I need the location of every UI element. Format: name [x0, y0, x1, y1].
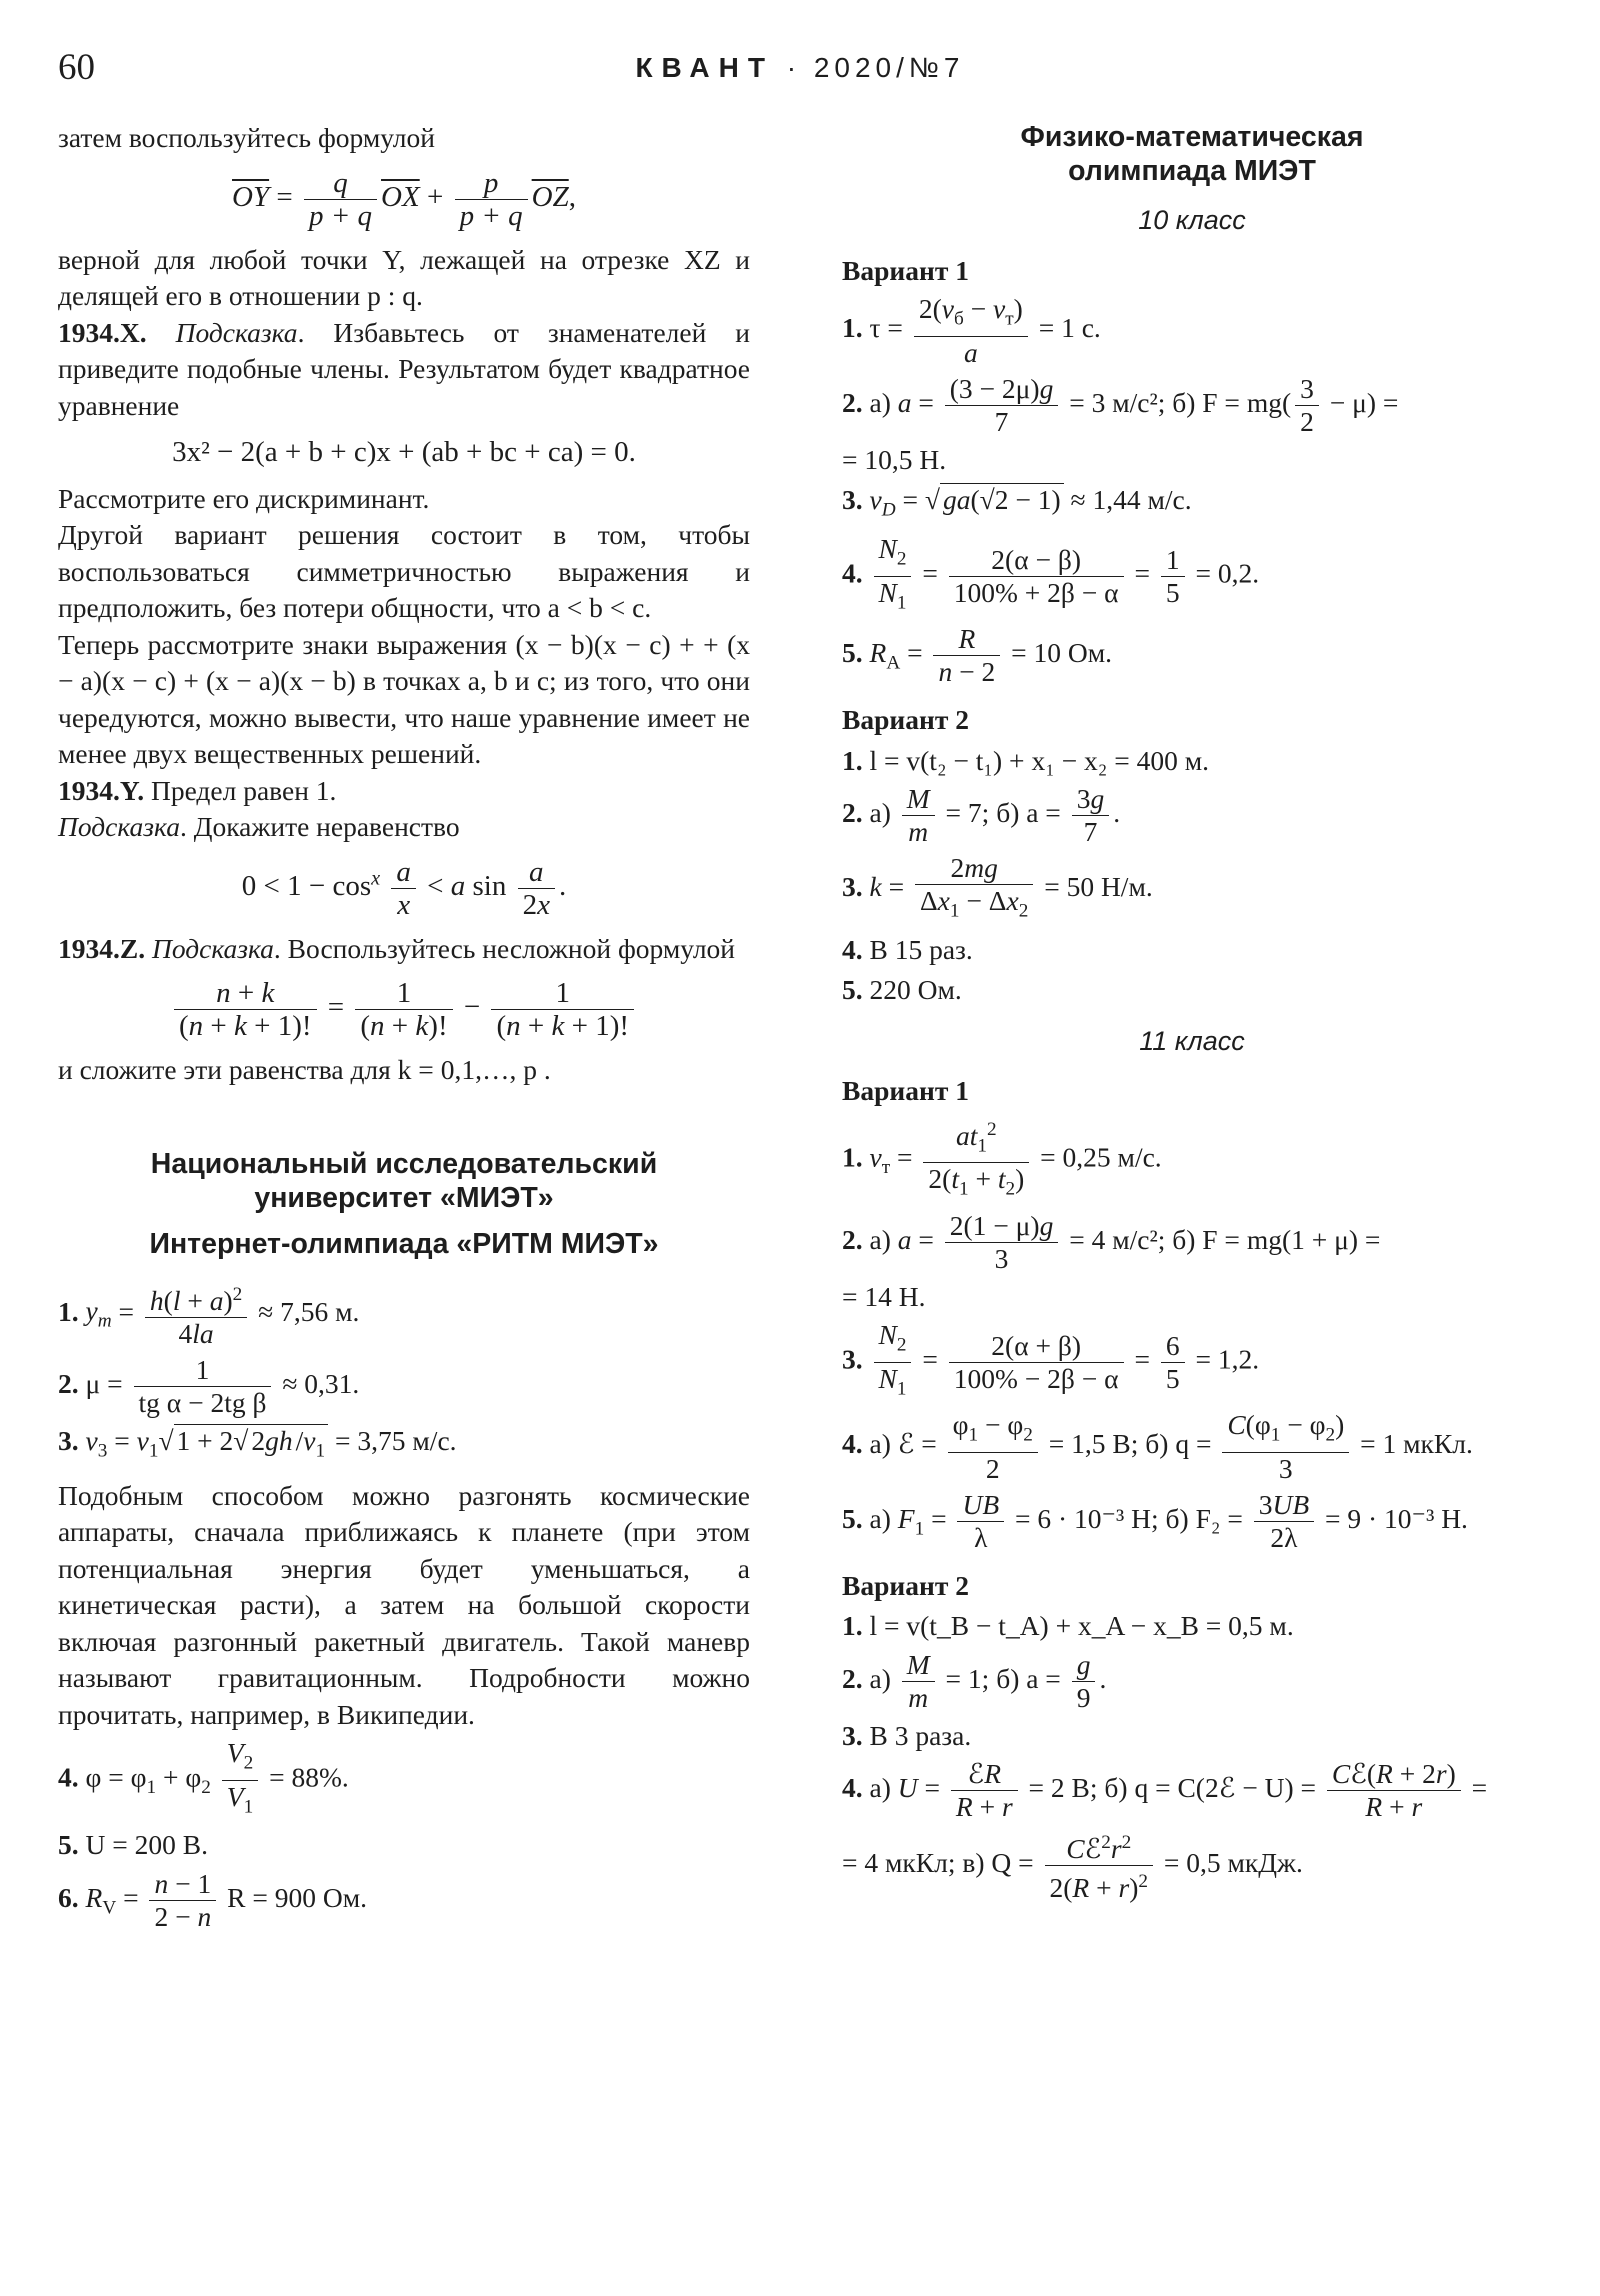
section-title-line: университет «МИЭТ»	[254, 1181, 554, 1214]
problem-1934y-hint	[58, 809, 750, 846]
variant-heading: Вариант 1	[842, 254, 969, 286]
problem-label: 1934.X.	[58, 316, 147, 348]
problem-label: 1934.Y.	[58, 774, 145, 806]
answer-item: 5. $R_A$ = $\frac{R}{n - 2}$ = 10 Ом.	[842, 623, 1113, 687]
olympiad-title	[842, 120, 1542, 188]
page-header	[0, 40, 1600, 100]
journal-issue: 2020/№7	[813, 52, 965, 83]
answer-item: 2. а) $\frac{M}{m}$ = 1; б) a = $\frac{g}{9}$ .	[842, 1648, 1107, 1713]
alternative-text-2: Теперь рассмотрите знаки выражения (x − b)(x − c) + + (x − a)(x − c) + (x − a)(x − b) в точках a, b и c; из того, что они чередуются, можно вывести, что наше уравнение имеет не менее двух вещественных решений.	[58, 628, 750, 769]
answer-item: = 10,5 Н.	[842, 443, 947, 475]
answer-item: 2. а) a = $\frac{2(1 - \mu)g}{3}$ = 4 м/с²; б) F = mg(1 + μ) =	[842, 1209, 1381, 1274]
problem-1934z	[58, 931, 750, 968]
grade-heading: 11 класс	[1139, 1025, 1245, 1056]
alternative-text-1: Другой вариант решения состоит в том, чтобы воспользоваться симметричностью выражения и предположить, без потери общности, что a < b < c.	[58, 519, 750, 623]
left-column	[58, 120, 750, 1937]
factorial-formula: $\frac{n + k}{(n + k + 1)!}$ = $\frac{1}{(n + k)!}$ − $\frac{1}{(n + k + 1)!}$	[58, 977, 750, 1042]
answer-item: 1. $v_т$ = $\frac{at_1^2}{2(t_1 + t_2)}$ = 0,25 м/с.	[842, 1114, 1542, 1206]
grade-heading: 10 класс	[1138, 205, 1246, 235]
answer-item: 4. $\varphi = \varphi_1 + \varphi_2$ $\frac{V_2}{V_1}$ = 88%.	[58, 1737, 349, 1818]
olympiad-title-line: олимпиада МИЭТ	[1068, 155, 1316, 187]
inequality: $0 < 1 - \cos^x$ $\frac{a}{x}$ < a sin $\frac{a}{2x}$ .	[241, 855, 567, 921]
problem-1934x	[58, 315, 750, 425]
answer-item: 2. μ = $\frac{1}{\text{tg α − 2tg β}}$ ≈ 0,31.	[58, 1353, 360, 1418]
gravity-paragraph: Подобным способом можно разгонять космические аппараты, сначала приближаясь к планете (при этом потенциальная энергия будет уменьшаться, а кинетическая расти), а затем на большой скорости включая разгонный ракетный двигатель. Такой маневр называют гравитационным. Подробности можно прочитать, например, в Википедии.	[58, 1479, 750, 1730]
answer-item: 5. U = 200 В.	[58, 1829, 208, 1861]
variant-heading: Вариант 2	[842, 1569, 969, 1601]
variant-heading: Вариант 2	[842, 704, 969, 735]
problem-text: Предел равен 1.	[144, 774, 337, 806]
answer-item: 4. $\frac{N_2}{N_1}$ = $\frac{2(\alpha - \beta)}{100\% + 2\beta - \alpha}$ = $\frac{1}{5}$ = 0,2.	[842, 533, 1260, 613]
answer-item: 5. 220 Ом.	[842, 974, 962, 1005]
answer-item: 2. а) $\frac{M}{m}$ = 7; б) a = $\frac{3g}{7}$ .	[842, 783, 1121, 847]
intro-text: затем воспользуйтесь формулой	[58, 122, 435, 153]
subsection-title: Интернет-олимпиада «РИТМ МИЭТ»	[149, 1227, 659, 1260]
variant-heading: Вариант 1	[842, 1075, 969, 1106]
answer-item: 5. а) $F_1$ = $\frac{UB}{\lambda}$ = 6 · 10⁻³ Н; б) F₂ = $\frac{3UB}{2\lambda}$ = 9 · 10⁻³ Н.	[842, 1488, 1468, 1553]
hint-word: Подсказка	[58, 811, 180, 842]
formula-denominator-1: p + q	[308, 199, 373, 232]
answer-item: 1. l = v(t_B − t_A) + x_A − x_B = 0,5 м.	[842, 1610, 1294, 1642]
answer-item: 3. $\frac{N_2}{N_1}$ = $\frac{2(\alpha + \beta)}{100\% - 2\beta - \alpha}$ = $\frac{6}{5}$ = 1,2.	[842, 1319, 1260, 1400]
quadratic-equation: 3x² − 2(a + b + c)x + (ab + bc + ca) = 0.	[172, 436, 636, 468]
answer-item: 3. $v_D$ = √ ga(√2 − 1) ≈ 1,44 м/с.	[842, 484, 1192, 521]
answer-item: 6. $R_V$ = $\frac{n - 1}{2 - n}$ R = 900 Ом.	[58, 1867, 367, 1932]
answer-item: 3. В 3 раза.	[842, 1719, 972, 1751]
answer-item: 3. k = $\frac{2mg}{\Delta x_1 - \Delta x_2}$ = 50 Н/м.	[842, 852, 1153, 922]
section-title-line: Национальный исследовательский	[150, 1147, 658, 1180]
formula-denominator-2: p + q	[459, 199, 523, 232]
answer-item: 3. $v_3 = v_1√$ 1 + 2√ 2gh $/v_1 = 3,75$ м/с.	[58, 1424, 457, 1462]
final-text: и сложите эти равенства для k = 0,1,…, p .	[58, 1054, 551, 1085]
answer-item: = 14 Н.	[842, 1280, 926, 1312]
answer-item: 4. а) ℰ = $\frac{\varphi_1 - \varphi_2}{2}$ = 1,5 В; б) q = $\frac{C(\varphi_1 - \varphi_2)}{3}$ = 1 мкКл.	[842, 1409, 1473, 1484]
header-separator: ·	[786, 52, 802, 83]
answer-item: 1. l = v(t₂ − t₁) + x₁ − x₂ = 400 м.	[842, 744, 1210, 776]
hint-text: . Докажите неравенство	[179, 811, 460, 842]
hint-word: Подсказка	[151, 932, 274, 964]
olympiad-title-line: Физико-математическая	[1020, 121, 1364, 153]
vector-formula: $\overline{OY}$ = $\frac{q}{p + q}$ $\overline{OX}$ + $\frac{p}{p + q}$ $\overline{OZ}$,	[232, 166, 576, 232]
answer-item: 2. а) a = $\frac{(3 - 2\mu)g}{7}$ = 3 м/с²; б) F = mg( $\frac{3}{2}$ − μ) =	[842, 372, 1399, 437]
section-title	[58, 1147, 750, 1215]
page-number: 60	[58, 47, 95, 88]
journal-name: КВАНТ	[635, 52, 774, 83]
answer-item: 4. В 15 раз.	[842, 933, 973, 965]
discriminant-text: Рассмотрите его дискриминант.	[58, 482, 430, 514]
problem-text: . Воспользуйтесь несложной формулой	[273, 932, 736, 964]
answer-item: 4. а) U = $\frac{\text{ℰR}}{R + r}$ = 2 В; б) q = C(2ℰ − U) = $\frac{\text{Cℰ(R + 2r)}}{R + r}$ =	[842, 1758, 1488, 1823]
journal-title	[0, 52, 1600, 84]
right-column	[842, 120, 1542, 1908]
problem-1934y	[58, 773, 750, 810]
answer-item: 1. τ = $\frac{2(v_б - v_т)}{a}$ = 1 с.	[842, 293, 1101, 368]
answer-item: = 4 мкКл; в) Q = $\frac{Cℰ^2r^2}{2(R + r)^2}$ = 0,5 мкДж.	[842, 1827, 1542, 1904]
formula-ox-coef: q	[333, 166, 348, 199]
problem-label: 1934.Z.	[58, 932, 146, 964]
after-formula-text: верной для любой точки Y, лежащей на отрезке XZ и делящей его в отношении p : q.	[58, 243, 750, 311]
formula-oz-coef: p	[483, 166, 499, 199]
answer-item: 1. $y_m$ = $\frac{h(l + a)^2}{4la}$ ≈ 7,56 м.	[58, 1279, 750, 1350]
problem-text: . Избавьтесь от знаменателей и приведите подобные члены. Результатом будет квадратное уравнение	[58, 316, 751, 421]
hint-word: Подсказка	[175, 316, 298, 348]
